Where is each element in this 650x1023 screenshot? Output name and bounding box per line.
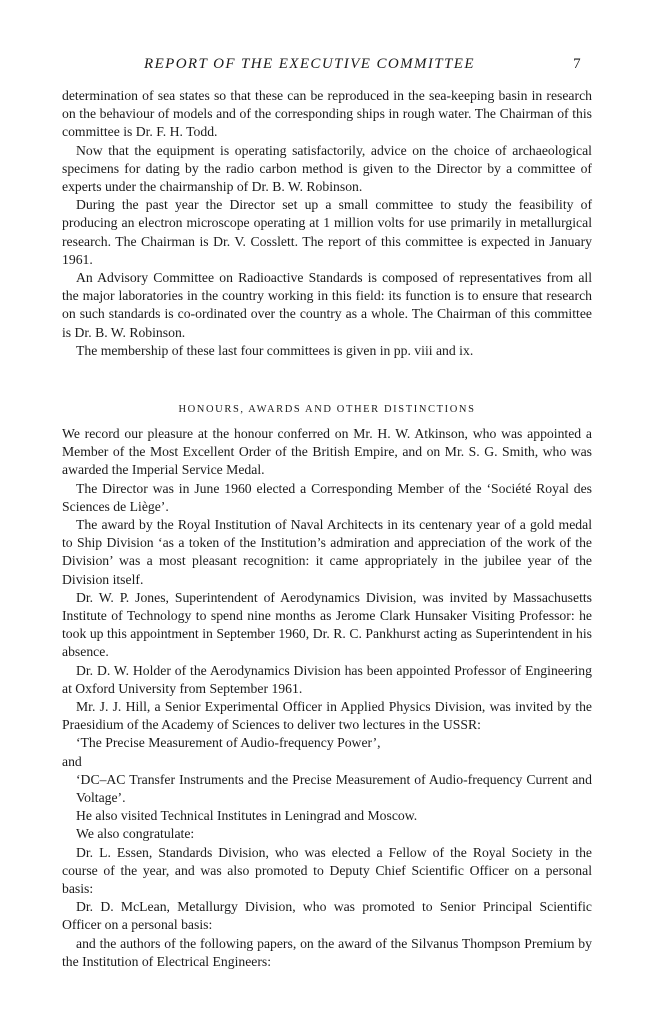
running-header xyxy=(62,56,592,78)
paragraph: Dr. L. Essen, Standards Division, who was elected a Fellow of the Royal Society in the course of the year, and was also promoted to Deputy Chief Scientific Officer on a personal basis: xyxy=(62,844,592,897)
lecture-title: ‘DC–AC Transfer Instruments and the Precise Measurement of Audio-frequency Current and Voltage’. xyxy=(76,771,592,806)
paragraph: An Advisory Committee on Radioactive Standards is composed of representatives from all the major laboratories in the country working in this field: its function is to ensure that research on such standards is co-ordinated over the country as a whole. The Chairman of this committee is Dr. B. W. Robinson. xyxy=(62,270,592,340)
paragraph: Mr. J. J. Hill, a Senior Experimental Officer in Applied Physics Division, was invited by the Praesidium of the Academy of Sciences to deliver two lectures in the USSR: xyxy=(62,699,592,733)
section-heading: HONOURS, AWARDS AND OTHER DISTINCTIONS xyxy=(178,404,476,415)
running-header-title: REPORT OF THE EXECUTIVE COMMITTEE xyxy=(144,56,475,72)
lecture-title: ‘The Precise Measurement of Audio-frequency Power’, xyxy=(76,735,381,751)
paragraph: The award by the Royal Institution of Naval Architects in its centenary year of a gold medal to Ship Division ‘as a token of the Institution’s admiration and appreciation of the work of the Division’ was a most pleasant recognition: it came appropriately in the jubilee year of the Division itself. xyxy=(62,517,592,587)
paragraph: Dr. W. P. Jones, Superintendent of Aerodynamics Division, was invited by Massachusetts Institute of Technology to spend nine months as Jerome Clark Hunsaker Visiting Professor: he took up this appointment in September 1960, Dr. R. C. Pankhurst acting as Superintendent in his absence. xyxy=(62,589,592,660)
paragraph: Dr. D. McLean, Metallurgy Division, who was promoted to Senior Principal Scientific Officer on a personal basis: xyxy=(62,899,592,933)
paragraph: He also visited Technical Institutes in Leningrad and Moscow. xyxy=(76,808,418,824)
paragraph: Now that the equipment is operating satisfactorily, advice on the choice of archaeological specimens for dating by the radio carbon method is given to the Director by a committee of experts under the chairmanship of Dr. B. W. Robinson. xyxy=(62,142,592,195)
honours-text-block xyxy=(62,425,592,971)
committees-text-block xyxy=(62,87,592,360)
connector-word: and xyxy=(62,753,82,769)
paragraph: and the authors of the following papers, on the award of the Silvanus Thompson Premium by the Institution of Electrical Engineers: xyxy=(62,935,592,969)
paragraph: Dr. D. W. Holder of the Aerodynamics Division has been appointed Professor of Engineering at Oxford University from September 1961. xyxy=(62,662,592,696)
page-number: 7 xyxy=(573,56,582,72)
paragraph: The Director was in June 1960 elected a Corresponding Member of the ‘Société Royal des Sciences de Liège’. xyxy=(62,480,592,514)
paragraph: The membership of these last four committees is given in pp. viii and ix. xyxy=(76,342,474,358)
paragraph: We also congratulate: xyxy=(76,826,195,842)
paragraph: During the past year the Director set up a small committee to study the feasibility of producing an electron microscope operating at 1 million volts for use primarily in metallurgical research. The Chairman is Dr. V. Cosslett. The report of this committee is expected in January 1961. xyxy=(62,197,592,267)
paragraph: determination of sea states so that these can be reproduced in the sea-keeping basin in research on the behaviour of models and of the corresponding ships in rough water. The Chairman of this committee is Dr. F. H. Todd. xyxy=(62,88,592,140)
paragraph: We record our pleasure at the honour conferred on Mr. H. W. Atkinson, who was appointed a Member of the Most Excellent Order of the British Empire, and on Mr. S. G. Smith, who was awarded the Imperial Service Medal. xyxy=(62,426,592,478)
